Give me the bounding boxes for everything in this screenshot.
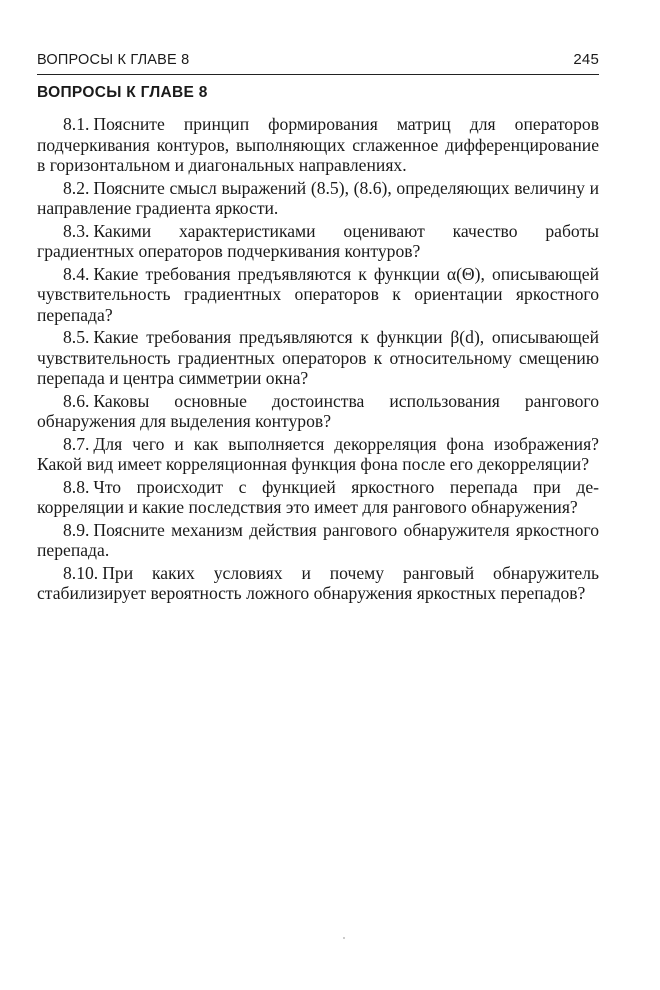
scan-speck (343, 937, 345, 939)
question-number: 8.6. (63, 390, 90, 411)
question-text: Какими характеристиками оценивают качество работы градиентных операторов подчеркивания контуров? (37, 220, 599, 261)
question-8-9 (37, 520, 599, 561)
question-number: 8.8. (63, 476, 90, 497)
questions-list (37, 114, 599, 606)
question-8-7 (37, 434, 599, 475)
question-number: 8.7. (63, 433, 90, 454)
question-number: 8.2. (63, 177, 90, 198)
question-text: Какие требования предъявляются к функции β(d), описывающей чувствительность градиентных операторов к относительному смещению перепада и центра симметрии окна? (37, 327, 599, 388)
question-8-1 (37, 114, 599, 176)
question-8-4 (37, 264, 599, 326)
section-title: ВОПРОСЫ К ГЛАВЕ 8 (37, 84, 208, 101)
question-number: 8.9. (63, 519, 90, 540)
question-8-2 (37, 178, 599, 219)
question-text: При каких условиях и почему ранговый обнаружитель стабилизирует вероятность ложного обнаружения яркостных перепадов? (37, 562, 599, 603)
running-head (37, 48, 599, 75)
question-number: 8.4. (63, 263, 90, 284)
question-number: 8.1. (63, 114, 90, 134)
question-8-10 (37, 563, 599, 604)
question-text: Каковы основные достоинства использования рангового обнаружения для выделения контуров? (37, 390, 599, 431)
question-number: 8.5. (63, 327, 90, 347)
question-8-8 (37, 477, 599, 518)
question-number: 8.3. (63, 220, 90, 241)
question-text: Что происходит с функцией яркостного перепада при декорреляции и какие последствия это имеет для рангового обнаружения? (37, 476, 599, 517)
question-8-3 (37, 221, 599, 262)
question-text: Какие требования предъявляются к функции α(Θ), описывающей чувствительность градиентных операторов к ориентации яркостного перепада? (37, 263, 599, 325)
question-8-5 (37, 327, 599, 389)
question-text: Поясните принцип формирования матриц для операторов подчеркивания контуров, выполняющих сглаженное дифференцирование в горизонтальном и диагональных направлениях. (37, 114, 599, 175)
running-head-title: ВОПРОСЫ К ГЛАВЕ 8 (37, 52, 190, 68)
question-8-6 (37, 391, 599, 432)
page-number: 245 (573, 51, 599, 68)
question-text: Для чего и как выполняется декорреляция фона изображения? Какой вид имеет корреляционная функция фона после его декорреляции? (37, 433, 599, 474)
question-text: Поясните смысл выражений (8.5), (8.6), определяющих величину и направление градиента яркости. (37, 177, 599, 218)
question-number: 8.10. (63, 562, 99, 583)
question-text: Поясните механизм действия рангового обнаружителя яркостного перепада. (37, 519, 599, 560)
